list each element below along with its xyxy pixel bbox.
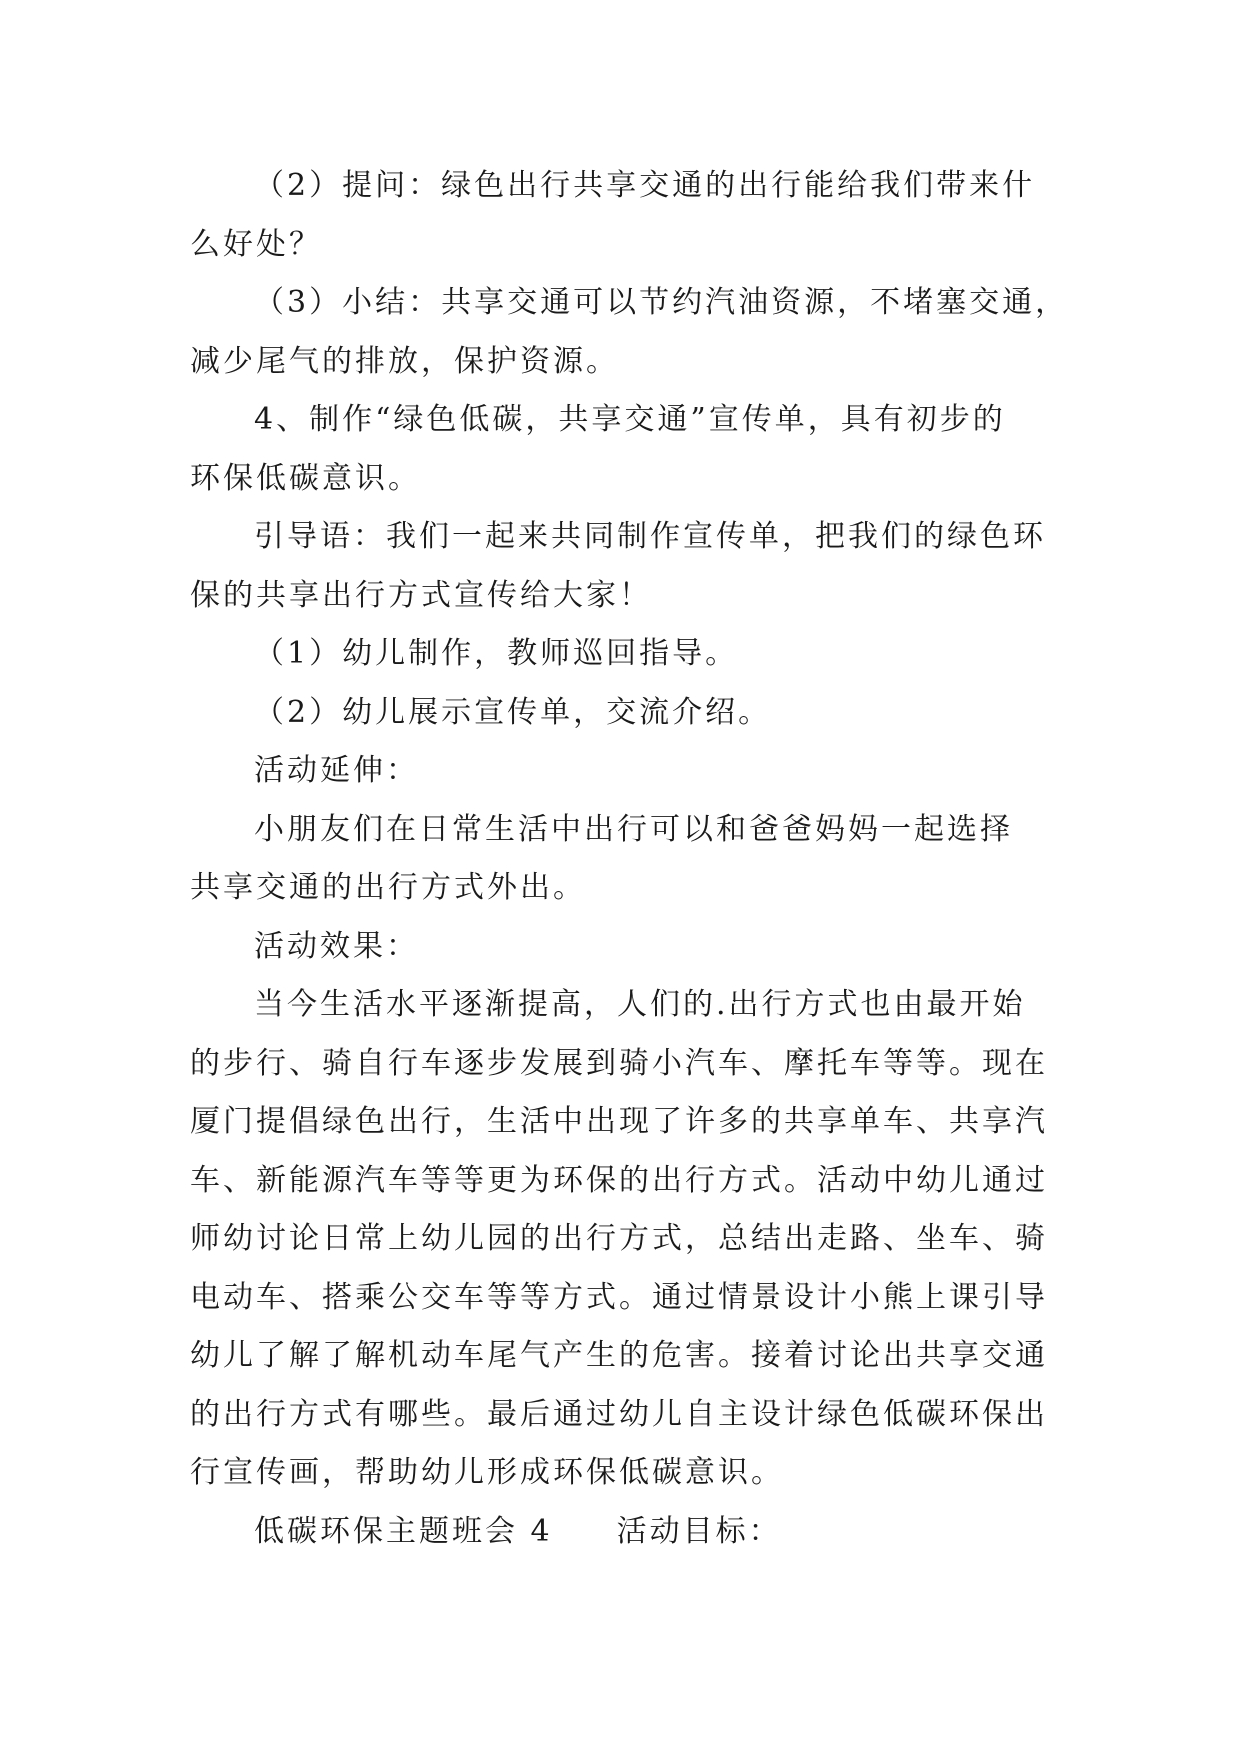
paragraph-line: （2）幼儿展示宣传单，交流介绍。 [254, 694, 772, 730]
document-body [190, 157, 1070, 1561]
paragraph-line: 当今生活水平逐渐提高，人们的.出行方式也由最开始 [254, 987, 1026, 1022]
next-section-line [190, 1503, 1070, 1562]
paragraph-line: （2）提问：绿色出行共享交通的出行能给我们带来什 [254, 168, 1036, 203]
paragraph-line: 小朋友们在日常生活中出行可以和爸爸妈妈一起选择 [254, 811, 1013, 847]
paragraph-line: 电动车、搭乘公交车等等方式。通过情景设计小熊上课引导 [190, 1279, 1048, 1315]
paragraph-line: 引导语：我们一起来共同制作宣传单，把我们的绿色环 [254, 519, 1046, 554]
paragraph-line: （1）幼儿制作，教师巡回指导。 [254, 636, 739, 671]
paragraph-line: 保的共享出行方式宣传给大家！ [190, 577, 652, 613]
paragraph-line: 4、制作“绿色低碳，共享交通”宣传单，具有初步的 [254, 402, 1006, 437]
paragraph-line: （3）小结：共享交通可以节约汽油资源，不堵塞交通， [254, 285, 1069, 320]
paragraph-line: 减少尾气的排放，保护资源。 [190, 343, 619, 379]
section-title: 低碳环保主题班会 4 [254, 1513, 553, 1549]
paragraph-line: 行宣传画，帮助幼儿形成环保低碳意识。 [190, 1455, 784, 1490]
paragraph-line: 么好处？ [190, 226, 322, 262]
paragraph-line: 的出行方式有哪些。最后通过幼儿自主设计绿色低碳环保出 [190, 1396, 1048, 1432]
paragraph-line: 车、新能源汽车等等更为环保的出行方式。活动中幼儿通过 [190, 1162, 1048, 1198]
section-heading: 活动效果： [254, 928, 419, 964]
paragraph-line: 环保低碳意识。 [190, 460, 421, 496]
section-heading: 活动延伸： [254, 753, 419, 788]
paragraph-line: 共享交通的出行方式外出。 [190, 870, 586, 905]
paragraph-line: 厦门提倡绿色出行，生活中出现了许多的共享单车、共享汽 [190, 1104, 1048, 1139]
paragraph-line: 的步行、骑自行车逐步发展到骑小汽车、摩托车等等。现在 [190, 1045, 1048, 1081]
paragraph-line: 师幼讨论日常上幼儿园的出行方式，总结出走路、坐车、骑 [190, 1221, 1048, 1256]
section-subtitle: 活动目标： [616, 1513, 782, 1549]
paragraph-line: 幼儿了解了解机动车尾气产生的危害。接着讨论出共享交通 [190, 1338, 1048, 1373]
